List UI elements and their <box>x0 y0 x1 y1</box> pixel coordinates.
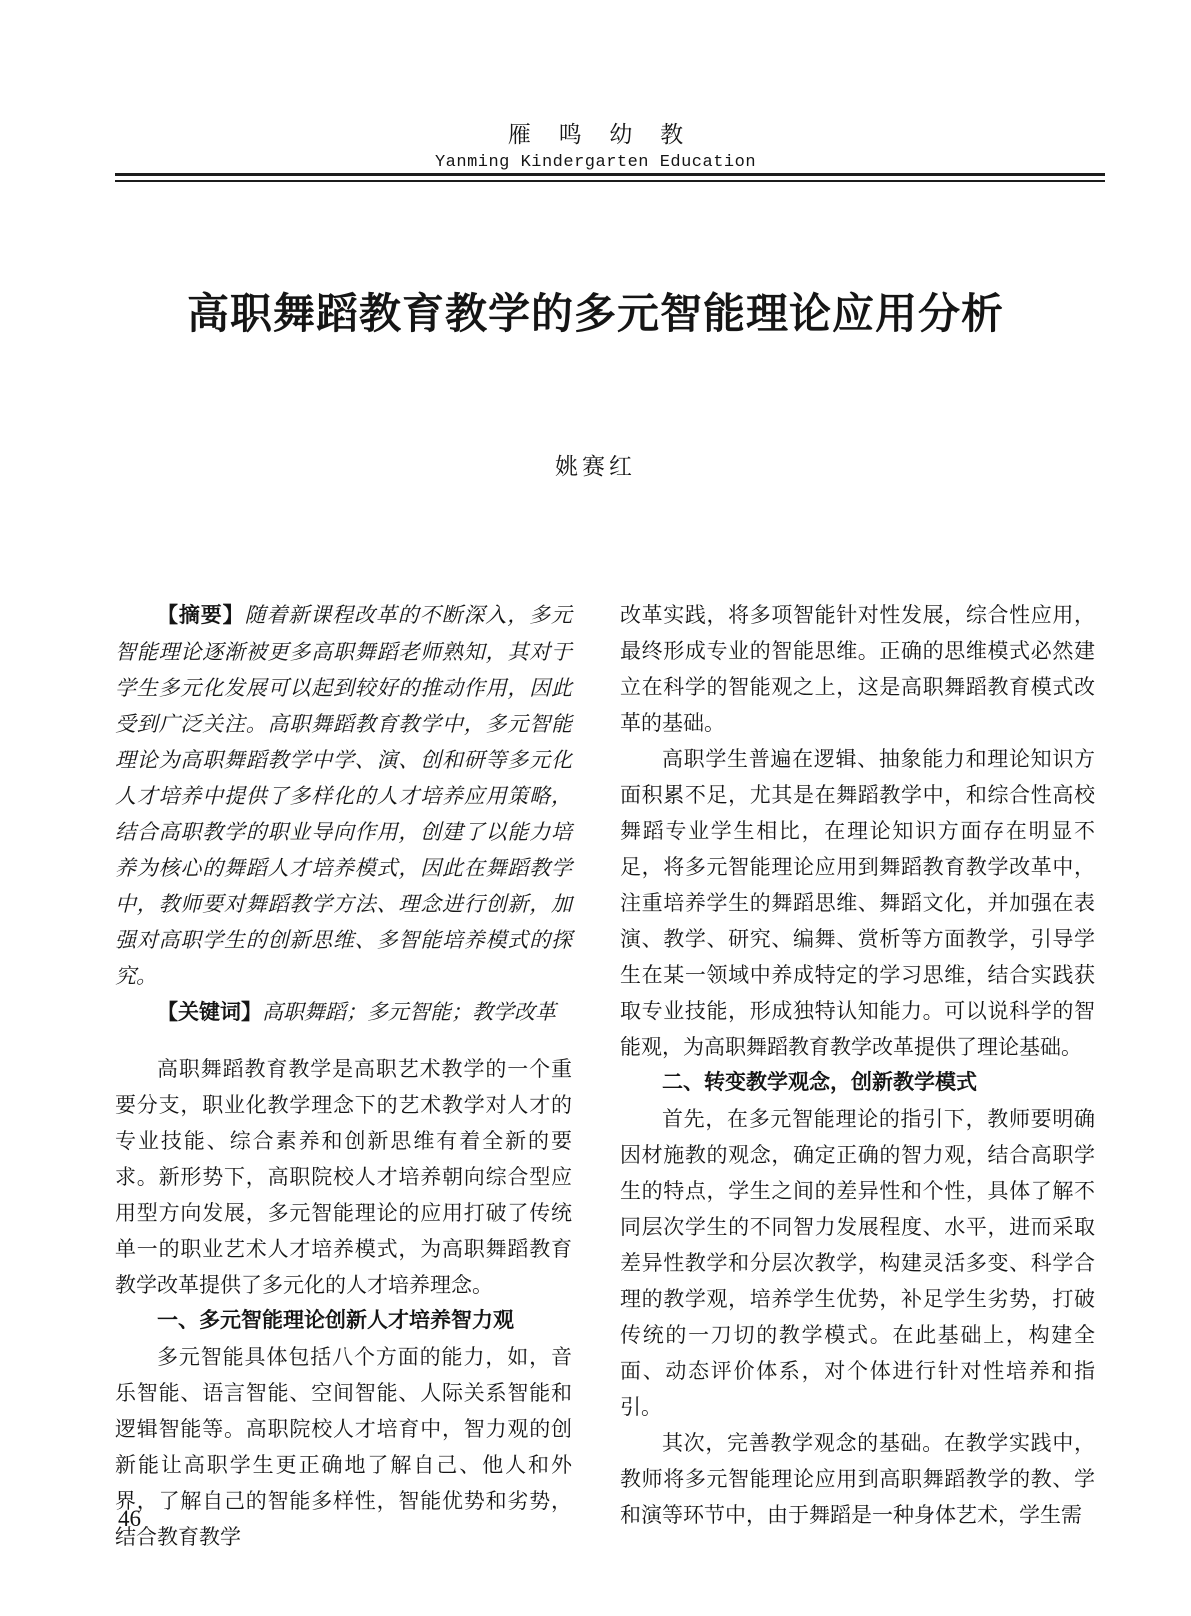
keywords-paragraph <box>115 994 572 1031</box>
intro-paragraph: 高职舞蹈教育教学是高职艺术教学的一个重要分支，职业化教学理念下的艺术教学对人才的专业技能、综合素养和创新思维有着全新的要求。新形势下，高职院校人才培养朝向综合型应用型方向发展，多元智能理论的应用打破了传统单一的职业艺术人才培养模式，为高职舞蹈教育教学改革提供了多元化的人才培养理念。 <box>115 1057 572 1297</box>
right-column <box>620 597 1095 1533</box>
left-column <box>115 597 572 1555</box>
header-double-rule <box>115 173 1105 182</box>
abstract-text: 随着新课程改革的不断深入，多元智能理论逐渐被更多高职舞蹈老师熟知，其对于学生多元化发展可以起到较好的推动作用，因此受到广泛关注。高职舞蹈教育教学中，多元智能理论为高职舞蹈教学中学、演、创和研等多元化人才培养中提供了多样化的人才培养应用策略，结合高职教学的职业导向作用，创建了以能力培养为核心的舞蹈人才培养模式，因此在舞蹈教学中，教师要对舞蹈教学方法、理念进行创新，加强对高职学生的创新思维、多智能培养模式的探究。 <box>115 603 573 988</box>
section1-paragraph-continued: 改革实践，将多项智能针对性发展，综合性应用，最终形成专业的智能思维。正确的思维模式必然建立在科学的智能观之上，这是高职舞蹈教育模式改革的基础。 <box>620 603 1095 735</box>
section1-paragraph-start: 多元智能具体包括八个方面的能力，如，音乐智能、语言智能、空间智能、人际关系智能和逻辑智能等。高职院校人才培育中，智力观的创新能让高职学生更正确地了解自己、他人和外界，了解自己的智能多样性，智能优势和劣势，结合教育教学 <box>115 1345 572 1549</box>
section2-heading: 二、转变教学观念，创新教学模式 <box>662 1071 977 1094</box>
abstract-paragraph <box>115 597 572 994</box>
keywords-text: 高职舞蹈；多元智能；教学改革 <box>262 1000 556 1024</box>
abstract-label: 【摘要】 <box>157 604 245 627</box>
section2-paragraph-2: 其次，完善教学观念的基础。在教学实践中，教师将多元智能理论应用到高职舞蹈教学的教、学和演等环节中，由于舞蹈是一种身体艺术，学生需 <box>620 1431 1095 1527</box>
section1-heading: 一、多元智能理论创新人才培养智力观 <box>157 1309 514 1332</box>
keywords-label: 【关键词】 <box>157 1001 262 1024</box>
section1-paragraph-2: 高职学生普遍在逻辑、抽象能力和理论知识方面积累不足，尤其是在舞蹈教学中，和综合性高校舞蹈专业学生相比，在理论知识方面存在明显不足，将多元智能理论应用到舞蹈教育教学改革中，注重培养学生的舞蹈思维、舞蹈文化，并加强在表演、教学、研究、编舞、赏析等方面教学，引导学生在某一领域中养成特定的学习思维，结合实践获取专业技能，形成独特认知能力。可以说科学的智能观，为高职舞蹈教育教学改革提供了理论基础。 <box>620 747 1095 1059</box>
journal-header <box>0 116 1191 172</box>
page-number: 46 <box>118 1506 141 1531</box>
journal-title-english: Yanming Kindergarten Education <box>434 153 757 172</box>
section2-paragraph-1: 首先，在多元智能理论的指引下，教师要明确因材施教的观念，确定正确的智力观，结合高职学生的特点，学生之间的差异性和个性，具体了解不同层次学生的不同智力发展程度、水平，进而采取差异性教学和分层次教学，构建灵活多变、科学合理的教学观，培养学生优势，补足学生劣势，打破传统的一刀切的教学模式。在此基础上，构建全面、动态评价体系，对个体进行针对性培养和指引。 <box>620 1107 1095 1419</box>
journal-title-chinese: 雁 鸣 幼 教 <box>507 122 695 147</box>
article-author: 姚赛红 <box>555 454 636 479</box>
article-title: 高职舞蹈教育教学的多元智能理论应用分析 <box>186 292 1004 338</box>
